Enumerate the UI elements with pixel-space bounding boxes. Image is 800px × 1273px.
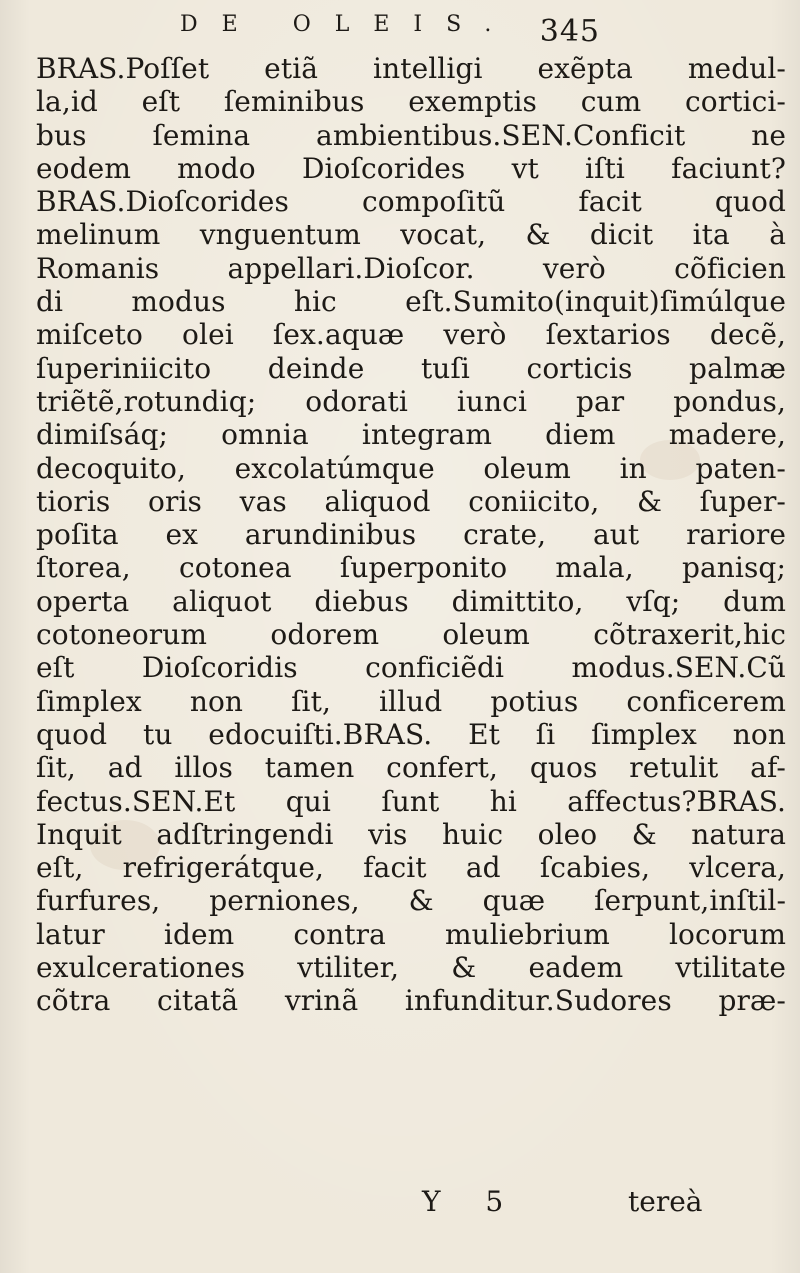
text-line: triẽtẽ,rotundiq; odorati iunci par pondus, [36, 384, 786, 418]
text-line: bus ſemina ambientibus.SEN.Conficit ne [36, 118, 786, 152]
text-line: eodem modo Dioſcorides vt iſti faciunt? [36, 151, 786, 185]
running-title: DE OLEIS. [180, 12, 516, 37]
text-line: ſtorea, cotonea ſuperponito mala, panisq; [36, 551, 786, 585]
text-line: eſt, refrigerátque, facit ad ſcabies, vlcera, [36, 851, 786, 885]
text-line: eſt Dioſcoridis conficiẽdi modus.SEN.Cũ [36, 651, 786, 685]
text-line: poſita ex arundinibus crate, aut rariore [36, 518, 786, 552]
text-line: Romanis appellari.Dioſcor. verò cõficien [36, 251, 786, 285]
page-footer [0, 1185, 800, 1225]
text-line: quod tu edocuiſti.BRAS. Et ſi ſimplex non [36, 717, 786, 751]
catchword: tereà [628, 1185, 703, 1218]
text-line: melinum vnguentum vocat, & dicit ita à [36, 218, 786, 252]
text-line: tioris oris vas aliquod coniicito, & ſuper- [36, 484, 786, 518]
text-line: ſuperiniicito deinde tuſi corticis palmæ [36, 351, 786, 385]
text-line: ſimplex non ſit, illud potius conficerem [36, 684, 786, 718]
text-line: miſceto olei ſex.aquæ verò ſextarios decẽ, [36, 318, 786, 352]
text-line: BRAS.Poſſet etiã intelligi exẽpta medul- [36, 52, 786, 85]
text-line: la,id eſt ſeminibus exemptis cum cortici- [36, 85, 786, 119]
text-line: cotoneorum odorem oleum cõtraxerit,hic [36, 618, 786, 652]
page-number: 345 [539, 14, 600, 49]
signature-mark: Y 5 [422, 1185, 522, 1218]
text-line: Inquit adſtringendi vis huic oleo & natura [36, 817, 786, 851]
body-text [36, 52, 786, 1018]
text-line: decoquito, excolatúmque oleum in paten- [36, 451, 786, 485]
text-line: ſit, ad illos tamen confert, quos retulit af- [36, 751, 786, 785]
text-line: exulcerationes vtiliter, & eadem vtilitate [36, 951, 786, 985]
text-line: di modus hic eſt.Sumito(inquit)ſimúlque [36, 285, 786, 319]
text-line: cõtra citatã vrinã infunditur.Sudores præ- [36, 984, 786, 1018]
running-head [180, 8, 600, 48]
text-line: fectus.SEN.Et qui ſunt hi affectus?BRAS. [36, 784, 786, 818]
text-line: operta aliquot diebus dimittito, vſq; dum [36, 584, 786, 618]
text-line: BRAS.Dioſcorides compoſitũ facit quod [36, 185, 786, 219]
text-line: furfures, perniones, & quæ ſerpunt,inſtil- [36, 884, 786, 918]
text-line: latur idem contra muliebrium locorum [36, 917, 786, 951]
text-line: dimiſsáq; omnia integram diem madere, [36, 418, 786, 452]
